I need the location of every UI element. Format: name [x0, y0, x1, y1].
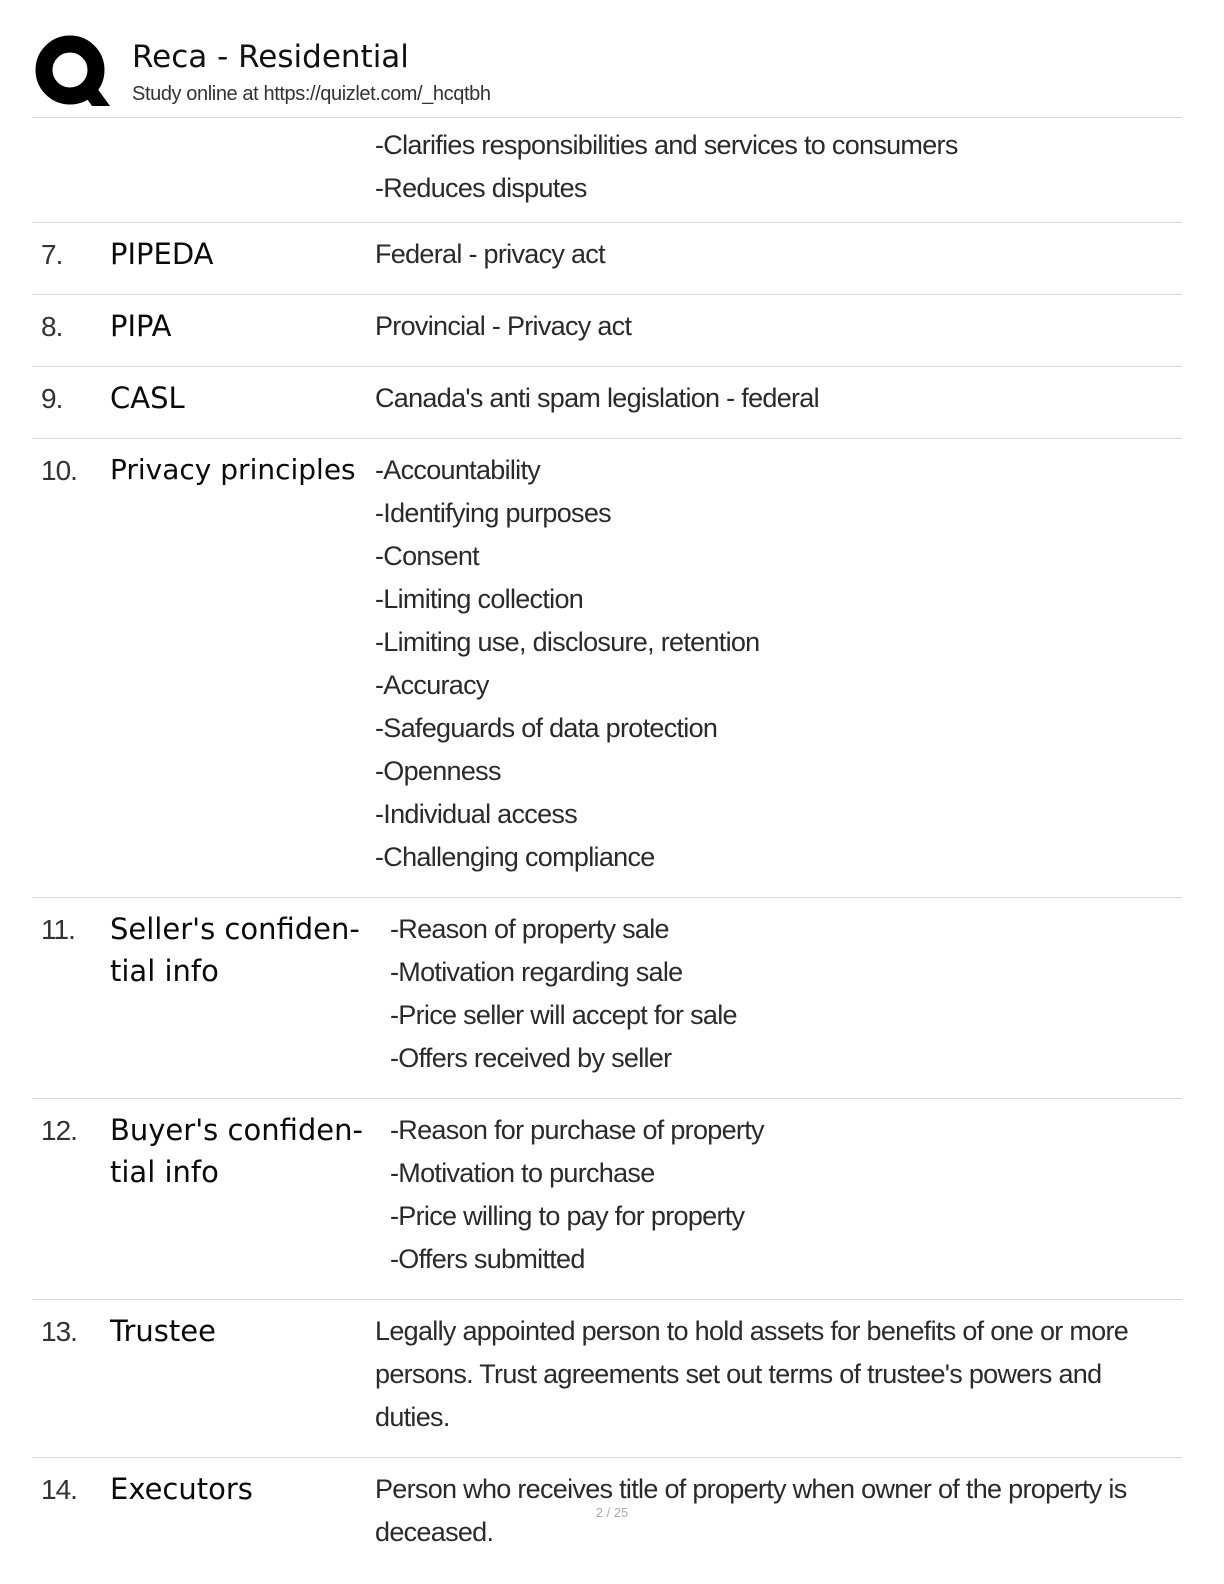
- card-term: PIPEDA: [110, 237, 214, 271]
- card-term: Buyer's confiden-tial info: [110, 1113, 363, 1189]
- card-term: Executors: [110, 1472, 253, 1506]
- card-continuation: [32, 118, 1182, 223]
- card-definition: [375, 124, 1182, 210]
- study-online-url[interactable]: Study online at https://quizlet.com/_hcqtbh: [132, 83, 491, 105]
- page-number: 2 / 25: [595, 1505, 629, 1520]
- definition-line: -Consent: [375, 541, 479, 571]
- definition-line: -Reason for purchase of property: [390, 1115, 764, 1145]
- definition-line: -Openness: [375, 756, 501, 786]
- definition-line: -Accountability: [375, 455, 541, 485]
- definition-line: -Reason of property sale: [390, 914, 669, 944]
- card-number: 14.: [41, 1474, 77, 1505]
- card-definition: [375, 1310, 1182, 1439]
- page-header: [34, 34, 1184, 114]
- card-number: 11.: [41, 914, 75, 945]
- card-definition: [375, 233, 1182, 276]
- card-11: [32, 898, 1182, 1099]
- card-term: PIPA: [110, 309, 172, 343]
- definition-line: -Motivation to purchase: [390, 1158, 655, 1188]
- card-definition: [375, 305, 1182, 348]
- definition-line: -Challenging compliance: [375, 842, 655, 872]
- definition-text: Person who receives title of property when owner of the property is deceased.: [375, 1474, 1127, 1547]
- flashcard-list: [32, 117, 1182, 1572]
- card-10: [32, 439, 1182, 898]
- definition-line: -Clarifies responsibilities and services to consumers: [375, 130, 958, 160]
- card-term: Trustee: [110, 1314, 216, 1348]
- card-number: 7.: [41, 239, 63, 270]
- definition-line: -Safeguards of data protection: [375, 713, 718, 743]
- definition-text: Legally appointed person to hold assets for benefits of one or more persons. Trust agreements set out terms of trustee's powers and duties.: [375, 1316, 1129, 1432]
- definition-line: -Price willing to pay for property: [390, 1201, 745, 1231]
- card-term: Privacy principles: [110, 453, 356, 486]
- card-term: Seller's confiden-tial info: [110, 912, 360, 988]
- card-number: 10.: [41, 455, 77, 486]
- card-definition: [390, 908, 1182, 1080]
- definition-line: -Offers received by seller: [390, 1043, 672, 1073]
- definition-line: -Limiting use, disclosure, retention: [375, 627, 760, 657]
- card-13: [32, 1300, 1182, 1458]
- definition-line: -Accuracy: [375, 670, 489, 700]
- definition-line: -Offers submitted: [390, 1244, 585, 1274]
- card-definition: [375, 449, 1182, 879]
- definition-line: Federal - privacy act: [375, 239, 605, 269]
- card-number: 13.: [41, 1316, 77, 1347]
- card-term: CASL: [110, 381, 185, 415]
- card-definition: [390, 1109, 1182, 1281]
- definition-line: -Motivation regarding sale: [390, 957, 683, 987]
- card-7: [32, 223, 1182, 295]
- definition-line: Provincial - Privacy act: [375, 311, 632, 341]
- definition-line: -Limiting collection: [375, 584, 584, 614]
- card-number: 9.: [41, 383, 63, 414]
- card-9: [32, 367, 1182, 439]
- card-number: 12.: [41, 1115, 77, 1146]
- definition-line: -Price seller will accept for sale: [390, 1000, 737, 1030]
- definition-line: -Individual access: [375, 799, 578, 829]
- card-number: 8.: [41, 311, 63, 342]
- definition-line: -Identifying purposes: [375, 498, 611, 528]
- quizlet-logo-icon: [34, 34, 110, 110]
- card-8: [32, 295, 1182, 367]
- card-definition: [375, 377, 1182, 420]
- set-title: Reca - Residential: [132, 39, 409, 75]
- definition-line: Canada's anti spam legislation - federal: [375, 383, 819, 413]
- card-12: [32, 1099, 1182, 1300]
- definition-line: -Reduces disputes: [375, 173, 587, 203]
